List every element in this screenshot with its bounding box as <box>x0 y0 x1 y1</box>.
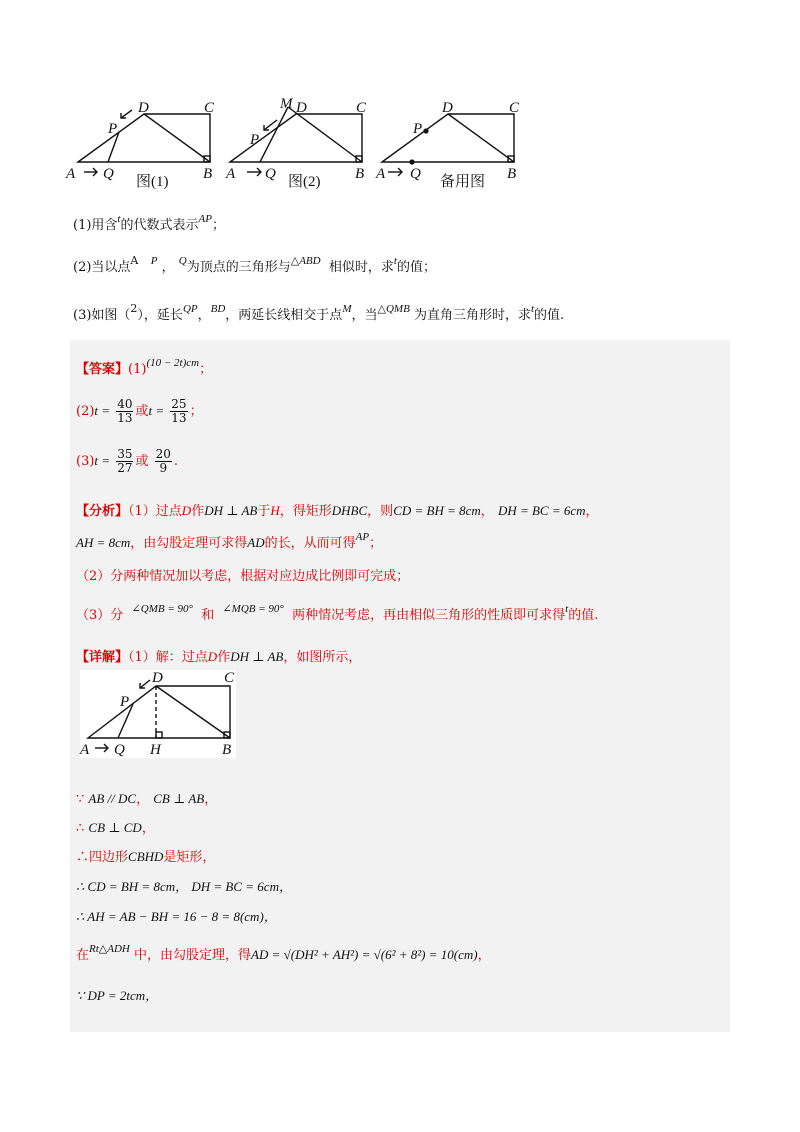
answer-tag: 【答案】 <box>76 362 129 377</box>
figure-1 <box>78 110 210 176</box>
answer-2-frac-2: $\frac{25}{13}$ <box>171 397 187 425</box>
fig3-label-C: C <box>509 100 520 116</box>
fig2-caption: 图(2) <box>288 174 321 190</box>
fig2-label-M: M <box>280 96 293 112</box>
fig3-caption: 备用图 <box>440 174 486 190</box>
fig1-diagonal-BD <box>144 114 210 162</box>
fig2-line-MQ <box>260 107 288 162</box>
fig2-label-C: C <box>356 100 367 116</box>
fig2-label-B: B <box>355 166 365 182</box>
answer-line-2: (2)t = $\frac{40}{13}$ 或t = $\frac{25}{13}$ ； <box>76 397 203 425</box>
answer-3-frac-1: $\frac{35}{27}$ <box>117 447 133 475</box>
detail-label-Q: Q <box>114 742 125 758</box>
detail-label-C: C <box>224 670 235 686</box>
fig1-label-P: P <box>108 121 118 137</box>
fig3-label-Q: Q <box>410 166 421 182</box>
analysis-tag: 【分析】 <box>76 504 129 519</box>
detail-label-P: P <box>120 694 130 710</box>
fig2-label-A: A <box>226 166 236 182</box>
fig3-label-D: D <box>442 100 453 116</box>
answer-line-3: (3)t = $\frac{35}{27}$ 或 $\frac{20}{9}$ . <box>76 447 179 475</box>
fig1-label-D: D <box>138 100 149 116</box>
detail-label-B: B <box>222 742 232 758</box>
answer-2-frac-1: $\frac{40}{13}$ <box>117 397 133 425</box>
analysis-line-1: 【分析】（1）过点D作DH ⊥ AB于H，得矩形DHBC，则CD = BH = 8cm， DH = BC = 6cm， <box>76 503 599 519</box>
detail-step-1: ∵ AB // DC， CB ⊥ AB， <box>76 791 218 807</box>
question-3: (3)如图（$^2$），延长$^{QP}$，$^{BD}$，两延长线相交于点$^M$，当$^{\triangle QMB}$ 为直角三角形时，求$^t$的值. <box>73 302 565 323</box>
fig1-label-B: B <box>203 166 213 182</box>
detail-figure <box>78 668 238 760</box>
question-1: (1)用含$^t$的代数式表示$^{AP}$； <box>73 213 225 233</box>
fig1-arrow-P <box>121 110 132 118</box>
fig1-label-Q: Q <box>103 166 114 182</box>
fig3-diagonal-BD <box>448 114 514 162</box>
fig3-point-P <box>423 128 428 133</box>
figure-3 <box>382 114 514 176</box>
fig2-label-Q: Q <box>265 166 276 182</box>
detail-label-H: H <box>150 742 161 758</box>
detail-line-1: 【详解】（1）解：过点D作DH ⊥ AB，如图所示， <box>76 649 362 665</box>
fig3-point-Q <box>409 159 414 164</box>
detail-step-6: 在$^{Rt\triangle ADH}$ 中，由勾股定理，得AD = √(DH² + AH²) = √(6² + 8²) = 10(cm)， <box>76 943 491 963</box>
question-2: (2)当以点$^A$ $^P$ ， $^Q$为顶点的三角形与$^{\triangle ABD}$ 相似时，求$^t$的值； <box>73 254 436 275</box>
detail-label-A: A <box>80 742 90 758</box>
figures-row <box>0 90 800 190</box>
detail-step-4: ∴ CD = BH = 8cm， DH = BC = 6cm， <box>76 879 292 894</box>
fig1-caption: 图(1) <box>136 174 169 190</box>
analysis-line-2: AH = 8cm，由勾股定理可求得AD的长，从而可得$^{AP}$； <box>76 531 383 551</box>
fig1-label-C: C <box>204 100 215 116</box>
answer-line-1: 【答案】$(1)^{(10 - 2t)cm}$； <box>76 357 213 377</box>
detail-tag: 【详解】 <box>76 650 129 665</box>
analysis-line-4: （3）分 $^{\angle QMB = 90^\circ}$ 和 $^{\angle MQB = 90^\circ}$ 两种情况考虑，再由相似三角形的性质即可求得$^t$的值. <box>76 603 599 623</box>
analysis-line-3: （2）分两种情况加以考虑，根据对应边成比例即可完成； <box>76 569 410 584</box>
fig2-label-D: D <box>296 100 307 116</box>
answer-3-frac-2: $\frac{20}{9}$ <box>155 447 171 475</box>
detail-step-5: ∴ AH = AB − BH = 16 − 8 = 8(cm)， <box>76 909 277 924</box>
fig3-trapezoid <box>382 114 514 162</box>
detail-step-2: ∴ CB ⊥ CD， <box>76 820 155 836</box>
detail-step-7: ∵ DP = 2tcm， <box>76 988 159 1003</box>
fig3-label-A: A <box>376 166 386 182</box>
fig3-label-B: B <box>507 166 517 182</box>
detail-label-D: D <box>152 670 163 686</box>
fig1-label-A: A <box>66 166 76 182</box>
detail-step-3: ∴四边形CBHD是矩形， <box>76 849 216 865</box>
fig2-label-P: P <box>250 132 260 148</box>
fig3-label-P: P <box>413 121 423 137</box>
fig1-trapezoid <box>78 114 210 162</box>
